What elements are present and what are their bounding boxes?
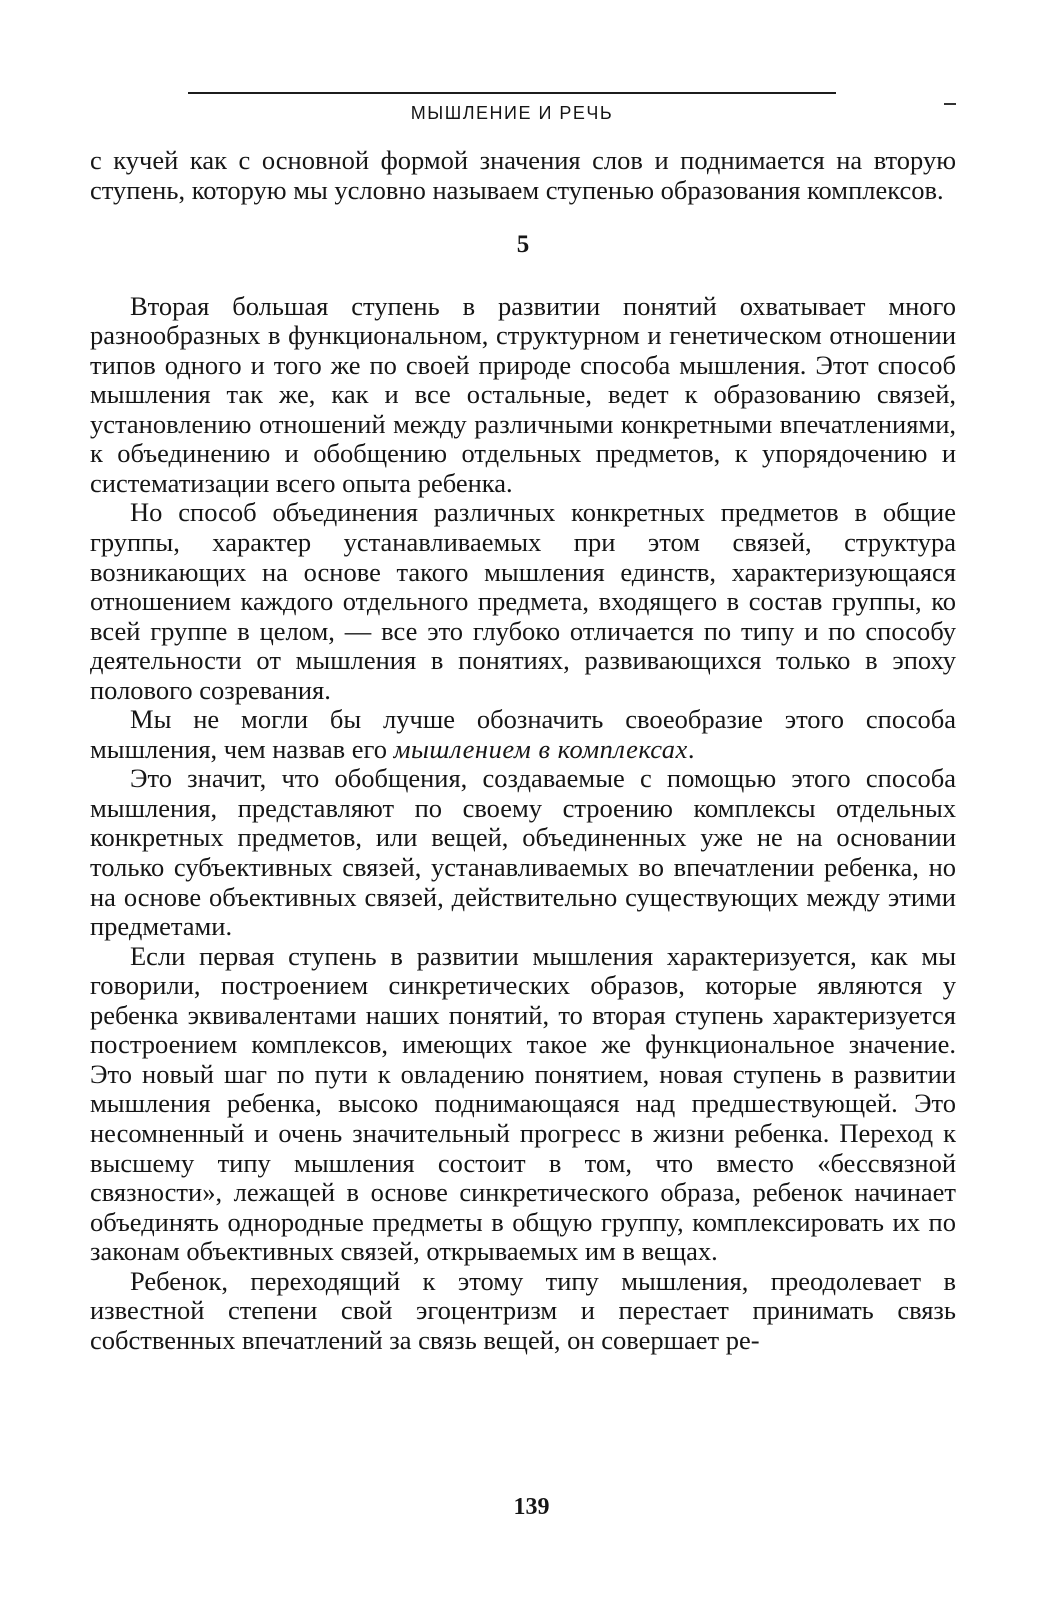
emphasized-term: мышлением в комплексах bbox=[393, 733, 688, 764]
text-block bbox=[90, 146, 956, 1355]
paragraph-6: Ребенок, переходящий к этому типу мышления, преодолевает в известной степени свой эгоцентризм и перестает принимать связь собственных впечатлений за связь вещей, он совершает ре- bbox=[90, 1265, 956, 1355]
paragraph-4: Это значит, что обобщения, создаваемые с помощью этого способа мышления, представляют по своему строению комплексы отдельных конкретных предметов, или вещей, объединенных уже не на основании только субъективных связей, устанавливаемых во впечатлении ребенка, но на основе объективных связей, действительно существующих между этими предметами. bbox=[90, 763, 956, 942]
paragraph-1: Вторая большая ступень в развитии понятий охватывает много разнообразных в функциональном, структурном и генетическом отношении типов одного и того же по своей природе способа мышления. Этот способ мышления так же, как и все остальные, ведет к образованию связей, установлению отношений между различными конкретными впечатлениями, к объединению и обобщению отдельных предметов, к упорядочению и систематизации всего опыта ребенка. bbox=[90, 290, 956, 498]
section-number: 5 bbox=[516, 231, 530, 259]
paragraph-continuation: с кучей как с основной формой значения слов и поднимается на вторую ступень, которую мы условно называем ступенью образования комплексов. bbox=[90, 145, 956, 205]
running-head: МЫШЛЕНИЕ И РЕЧЬ bbox=[410, 103, 614, 123]
header-rule bbox=[188, 92, 836, 94]
page-number: 139 bbox=[513, 1494, 550, 1520]
paragraph-2: Но способ объединения различных конкретных предметов в общие группы, характер устанавливаемых при этом связей, структура возникающих на основе такого мышления единств, характеризующаяся отношением каждого отдельного предмета, входящего в состав группы, ко всей группе в целом, — все это глубоко отличается по типу и по способу деятельности от мышления в понятиях, развивающихся только в эпоху полового созревания. bbox=[90, 497, 956, 705]
paragraph-3-end: . bbox=[687, 733, 695, 764]
paragraph-3-text: Мы не могли бы лучше обозначить своеобразие этого способа мышления, чем назвав его bbox=[90, 704, 956, 764]
paragraph-3 bbox=[90, 705, 956, 764]
scan-mark bbox=[944, 103, 956, 105]
paragraph-5: Если первая ступень в развитии мышления характеризуется, как мы говорили, построением синкретических образов, которые являются у ребенка эквивалентами наших понятий, то вторая ступень характеризуется построением комплексов, имеющих такое же функциональное значение. Это новый шаг по пути к овладению понятием, новая ступень в развитии мышления ребенка, высоко поднимающаяся над предшествующей. Это несомненный и очень значительный прогресс в жизни ребенка. Переход к высшему типу мышления состоит в том, что вместо «бессвязной связности», лежащей в основе синкретического образа, ребенок начинает объединять однородные предметы в общую группу, комплексировать их по законам объективных связей, открываемых им в вещах. bbox=[90, 940, 956, 1267]
